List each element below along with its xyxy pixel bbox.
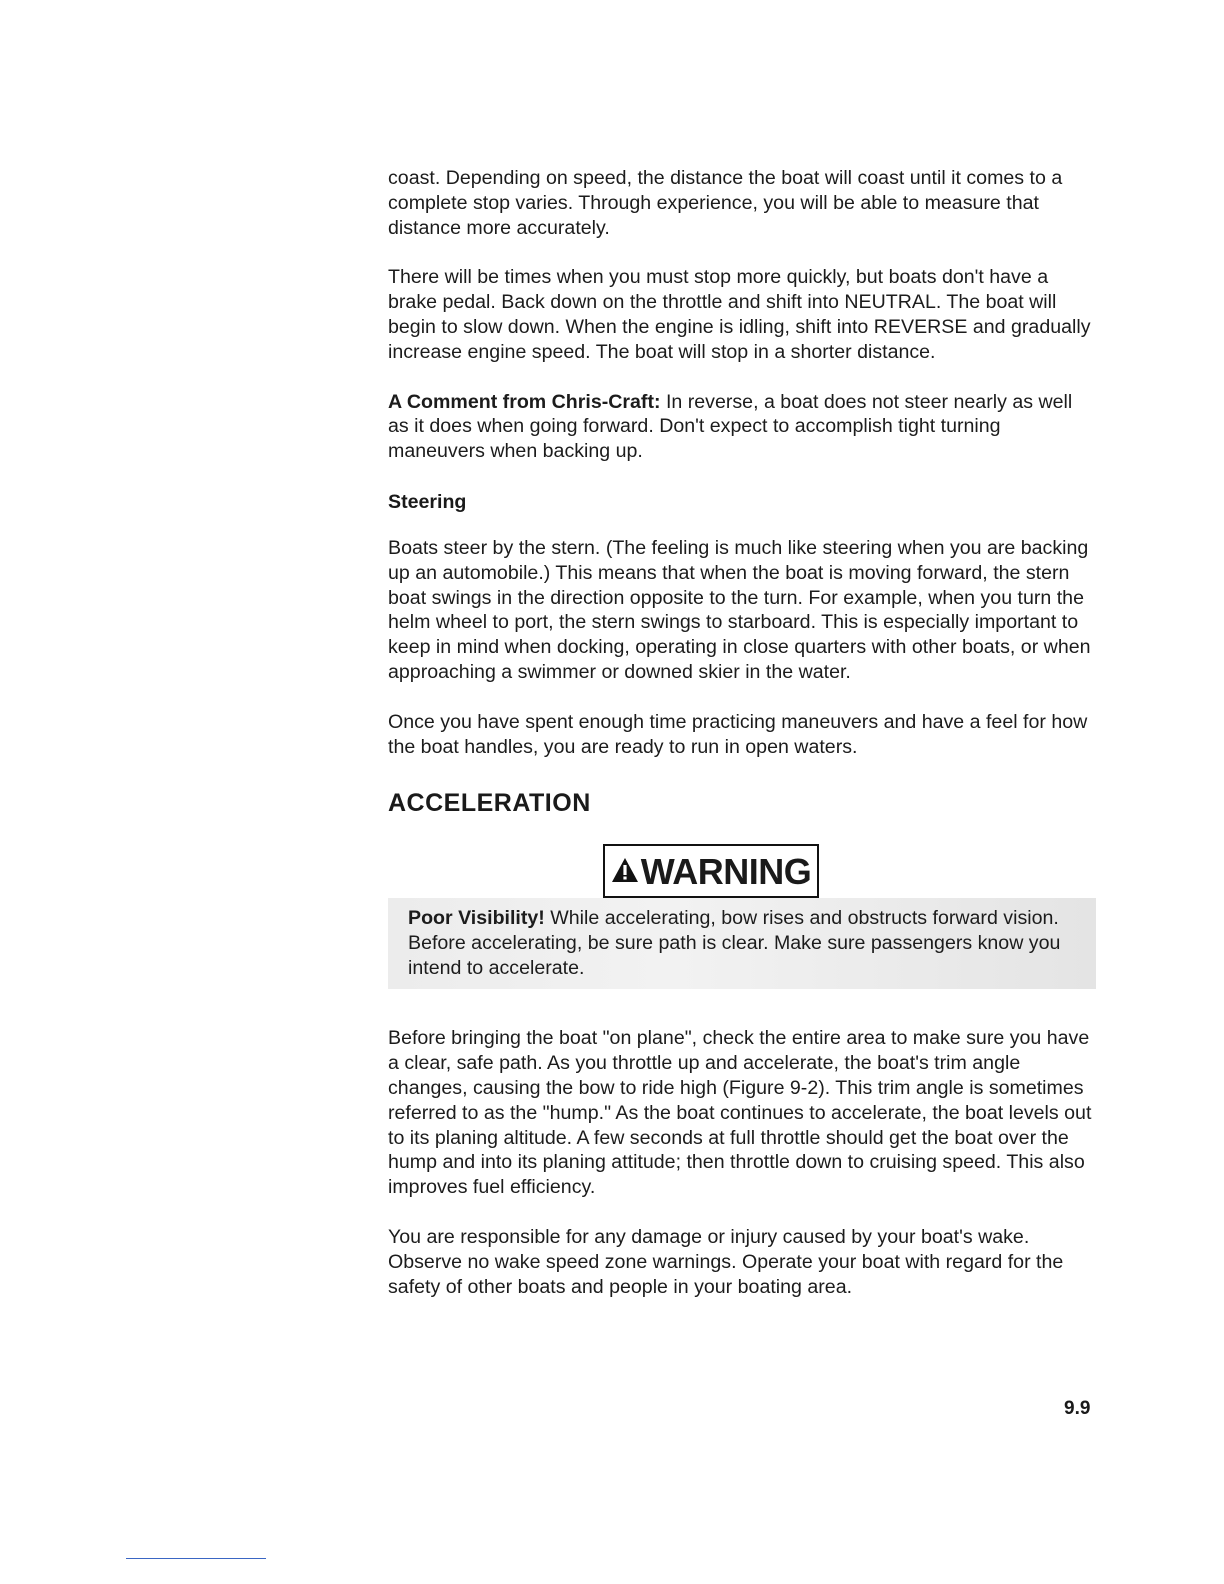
paragraph-wake: You are responsible for any damage or injury caused by your boat's wake. Observe no wake speed zone warnings. Operate your boat with regard for the safety of other boats and people in your boating area. bbox=[388, 1225, 1064, 1298]
heading-acceleration: ACCELERATION bbox=[388, 789, 591, 818]
warning-label-wrap bbox=[388, 844, 1094, 898]
page-content bbox=[388, 166, 1094, 1299]
paragraph-on-plane: Before bringing the boat "on plane", check the entire area to make sure you have a clear, safe path. As you throttle up and accelerate, the boat's trim angle changes, causing the bow to ride high (Figure 9-2). This trim angle is sometimes referred to as the "hump." As the boat continues to accelerate, the boat levels out to its planing altitude. A few seconds at full throttle should get the boat over the hump and into its planing attitude; then throttle down to cruising speed. This also improves fuel efficiency. bbox=[388, 1027, 1092, 1199]
heading-steering: Steering bbox=[388, 490, 467, 513]
warning-lead: Poor Visibility! bbox=[408, 907, 545, 930]
page-number: 9.9 bbox=[1064, 1398, 1091, 1419]
warning-label bbox=[603, 844, 820, 898]
comment-body: In reverse, a boat does not steer nearly as well as it does when going forward. Don't expect to accomplish tight turning maneuvers when backing up. bbox=[388, 390, 1073, 463]
paragraph-coast: coast. Depending on speed, the distance the boat will coast until it comes to a complete stop varies. Through experience, you will be able to measure that distance more accurately. bbox=[388, 167, 1063, 239]
warning-box bbox=[388, 898, 1096, 989]
footer-rule bbox=[126, 1558, 266, 1559]
paragraph-steering: Boats steer by the stern. (The feeling is much like steering when you are backing up an automobile.) This means that when the boat is moving forward, the stern boat swings in the direction opposite to the turn. For example, when you turn the helm wheel to port, the stern swings to starboard. This is especially important to keep in mind when docking, operating in close quarters with other boats, or when approaching a swimmer or downed skier in the water. bbox=[388, 536, 1091, 683]
warning-body: While accelerating, bow rises and obstructs forward vision. Before accelerating, be sure path is clear. Make sure passengers know you intend to accelerate. bbox=[408, 907, 1061, 980]
warning-triangle-icon bbox=[611, 857, 639, 883]
paragraph-comment bbox=[388, 390, 1094, 464]
paragraph-stop-quickly: There will be times when you must stop more quickly, but boats don't have a brake pedal. Back down on the throttle and shift into NEUTRAL. The boat will begin to slow down. When the engine is idling, shift into REVERSE and gradually increase engine speed. The boat will stop in a shorter distance. bbox=[388, 266, 1091, 363]
warning-label-text: WARNING bbox=[640, 851, 812, 893]
warning-text bbox=[408, 906, 1074, 981]
comment-lead: A Comment from Chris-Craft: bbox=[388, 390, 661, 413]
paragraph-open-waters: Once you have spent enough time practicing maneuvers and have a feel for how the boat handles, you are ready to run in open waters. bbox=[388, 710, 1088, 758]
